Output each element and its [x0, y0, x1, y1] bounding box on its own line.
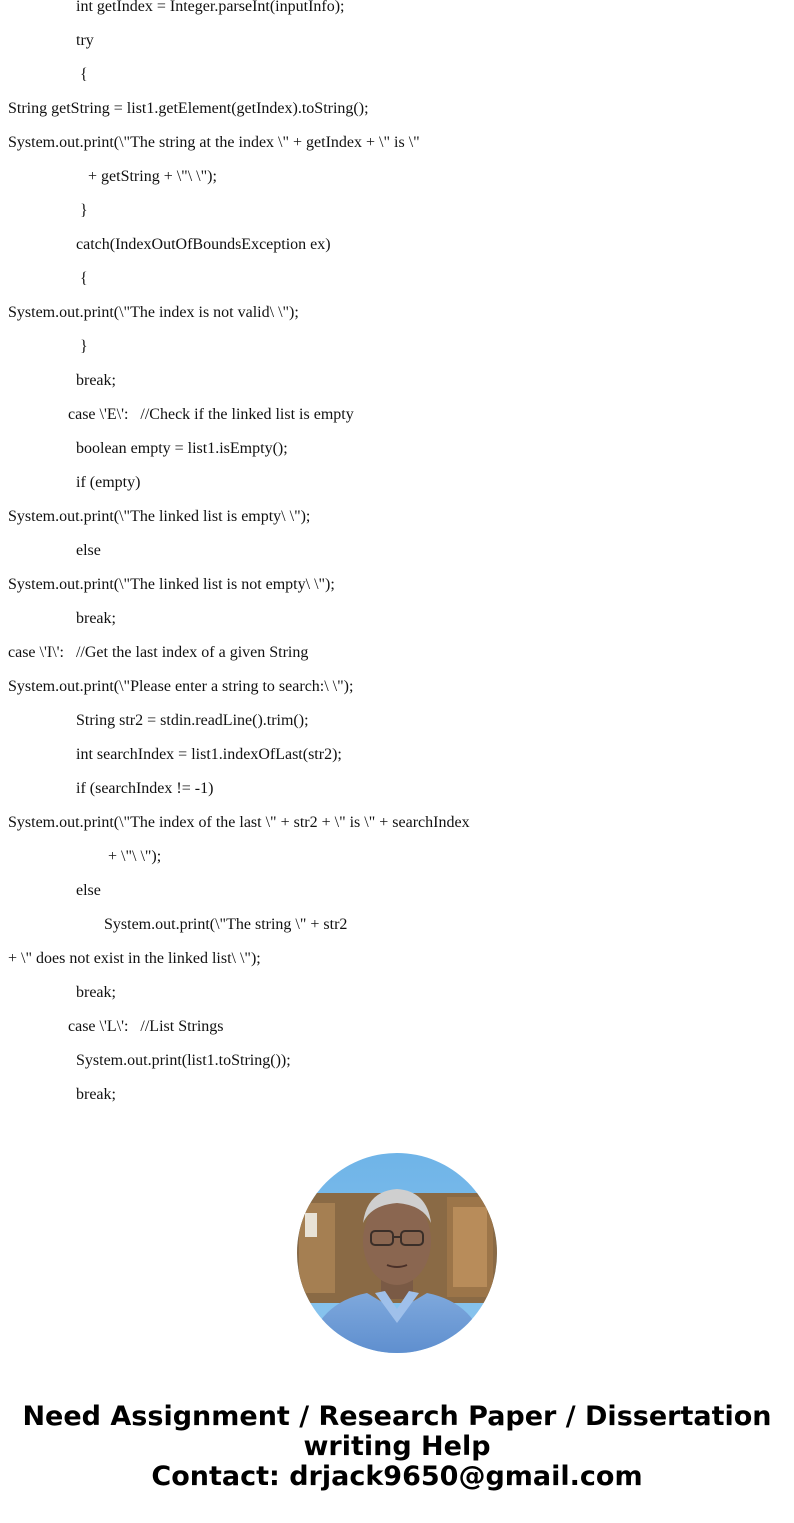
code-line: System.out.print(\"The linked list is not empty\ \");: [8, 576, 335, 593]
footer-subheadline: writing Help: [303, 1431, 491, 1462]
code-line: boolean empty = list1.isEmpty();: [76, 440, 288, 457]
code-line: {: [80, 270, 88, 287]
code-line: try: [76, 32, 94, 49]
code-line: int searchIndex = list1.indexOfLast(str2);: [76, 746, 342, 763]
code-line: System.out.print(\"The index is not valid\ \");: [8, 304, 299, 321]
author-avatar: [297, 1153, 497, 1353]
code-line: }: [80, 338, 88, 355]
code-line: else: [76, 882, 101, 899]
code-line: case \'E\': //Check if the linked list is empty: [68, 406, 354, 423]
code-line: case \'L\': //List Strings: [68, 1018, 224, 1035]
code-line: int getIndex = Integer.parseInt(inputInfo);: [76, 0, 345, 15]
code-line: case \'I\': //Get the last index of a given String: [8, 644, 309, 661]
code-line: System.out.print(list1.toString());: [76, 1052, 291, 1069]
code-line: else: [76, 542, 101, 559]
code-line: break;: [76, 610, 116, 627]
code-line: System.out.print(\"The string at the index \" + getIndex + \" is \": [8, 134, 420, 151]
footer-headline: Need Assignment / Research Paper / Dissertation: [22, 1401, 772, 1432]
code-line: + \" does not exist in the linked list\ \");: [8, 950, 261, 967]
code-line: System.out.print(\"The string \" + str2: [104, 916, 348, 933]
code-line: + \"\ \");: [108, 848, 162, 865]
code-line: break;: [76, 372, 116, 389]
code-line: break;: [76, 1086, 116, 1103]
code-line: }: [80, 202, 88, 219]
code-line: String getString = list1.getElement(getIndex).toString();: [8, 100, 369, 117]
code-line: System.out.print(\"Please enter a string to search:\ \");: [8, 678, 354, 695]
code-line: break;: [76, 984, 116, 1001]
code-line: System.out.print(\"The linked list is empty\ \");: [8, 508, 311, 525]
code-line: System.out.print(\"The index of the last \" + str2 + \" is \" + searchIndex: [8, 814, 470, 831]
code-line: catch(IndexOutOfBoundsException ex): [76, 236, 331, 253]
code-line: if (searchIndex != -1): [76, 780, 214, 797]
code-line: {: [80, 66, 88, 83]
code-line: if (empty): [76, 474, 141, 491]
code-line: + getString + \"\ \");: [88, 168, 217, 185]
footer-contact-email: Contact: drjack9650@gmail.com: [151, 1461, 643, 1492]
author-portrait-image: [297, 1153, 497, 1353]
code-line: String str2 = stdin.readLine().trim();: [76, 712, 309, 729]
contact-footer: [0, 1402, 794, 1492]
